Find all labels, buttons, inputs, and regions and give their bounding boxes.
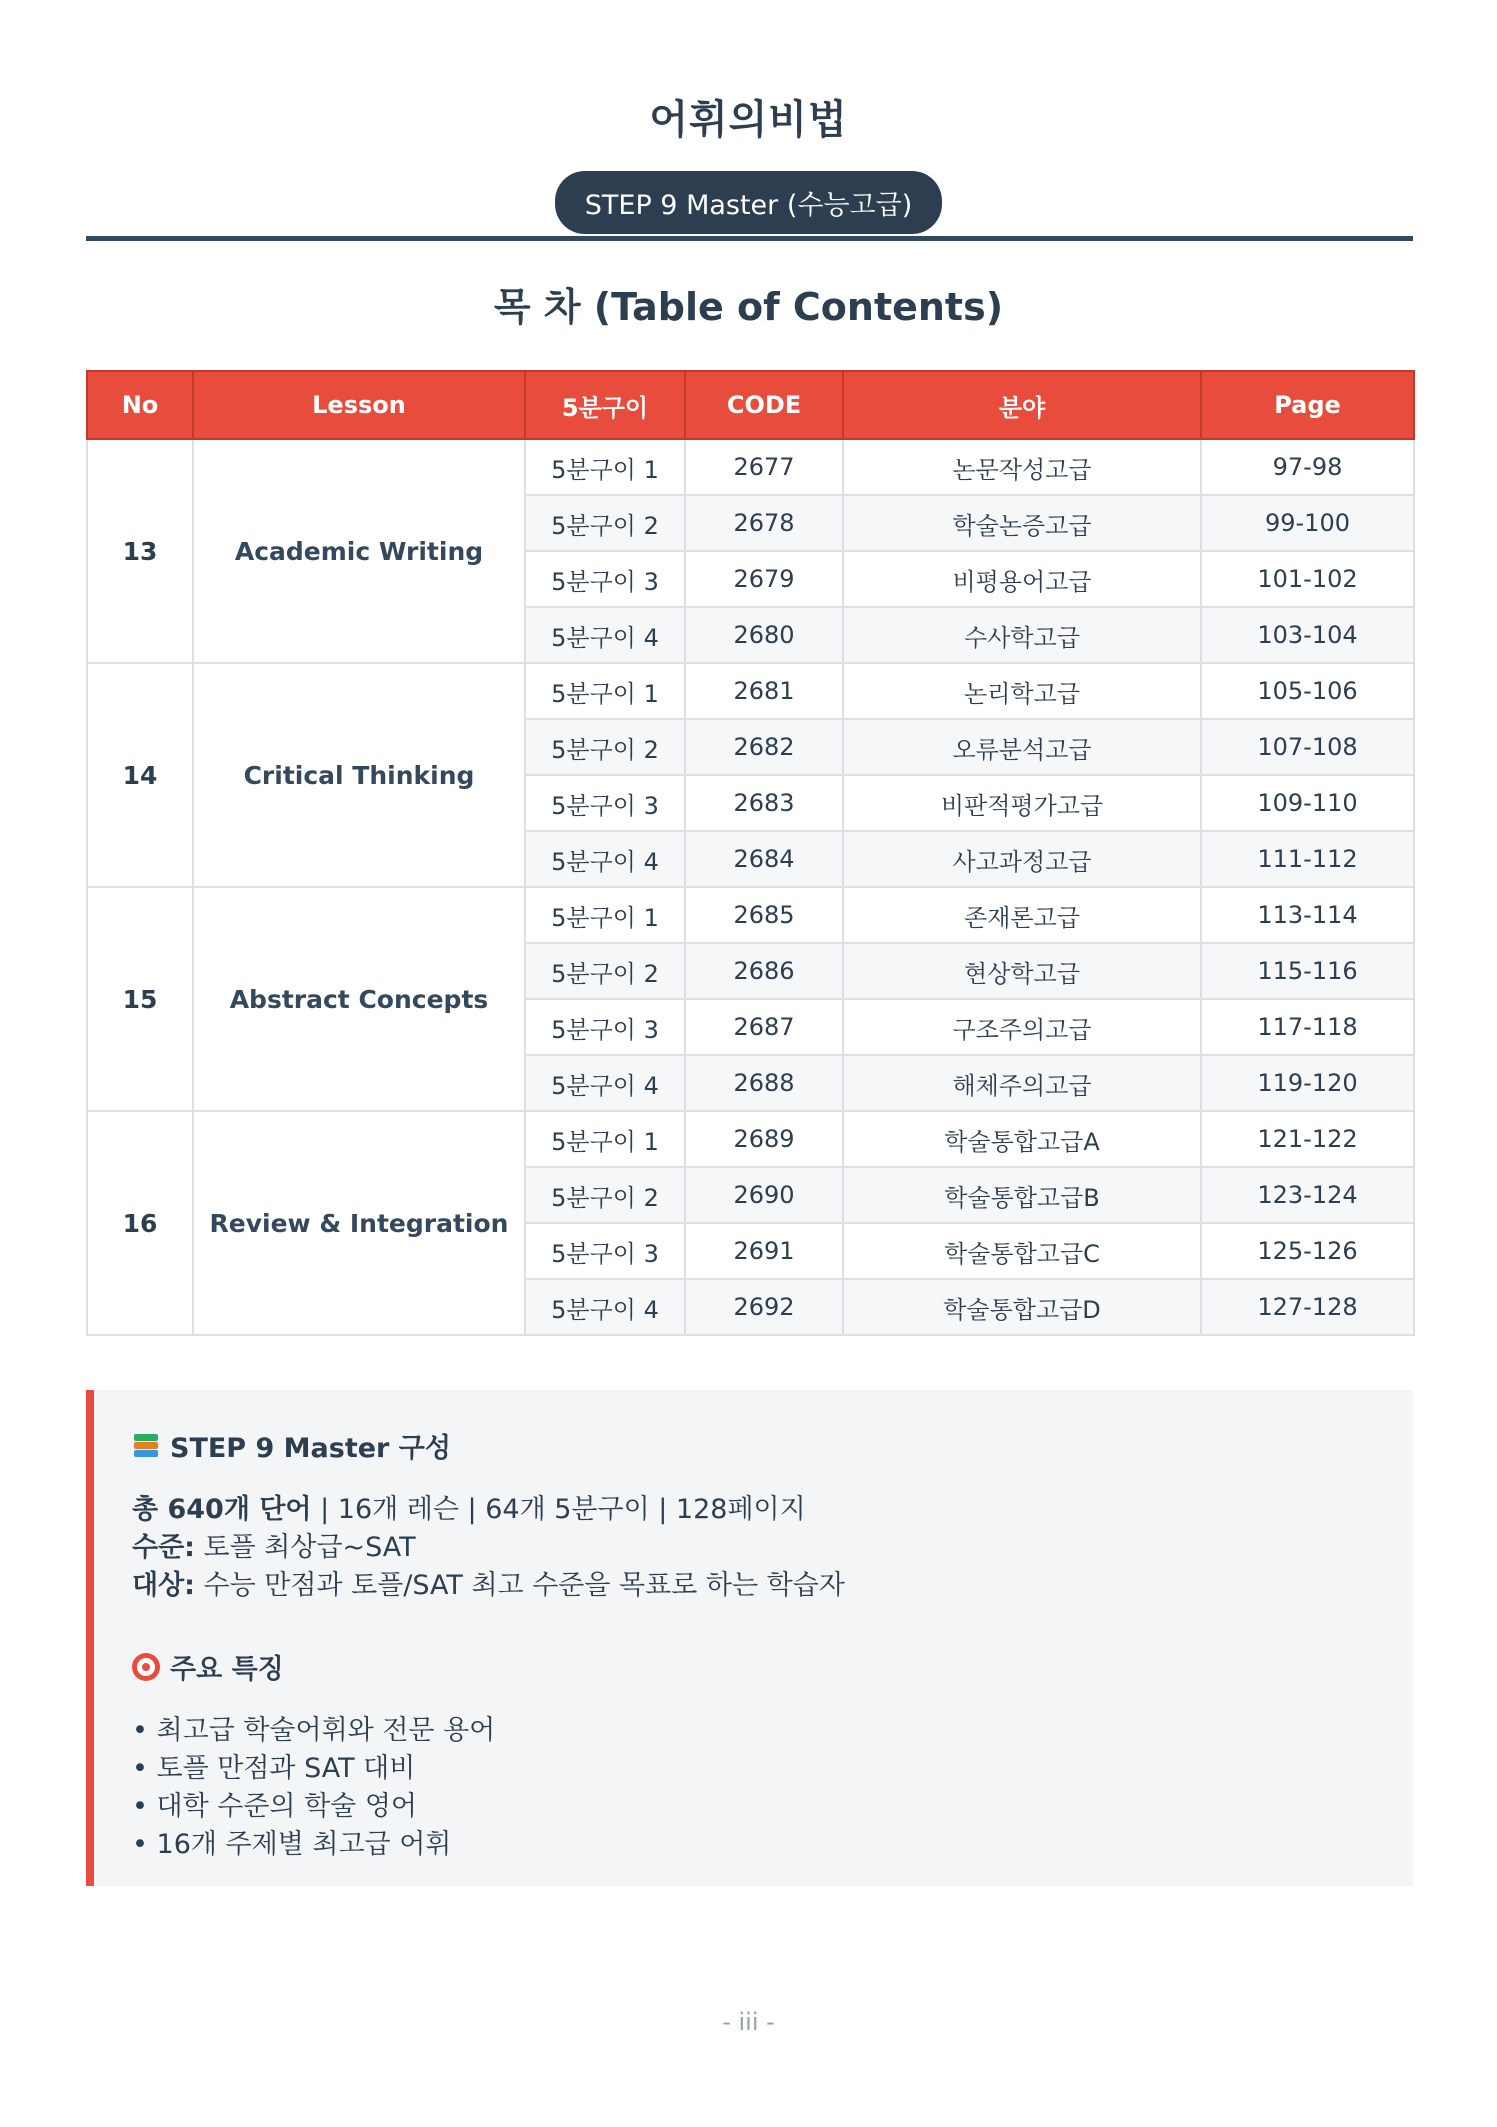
features-list — [132, 1712, 1413, 1864]
field-cell: 오류분석고급 — [843, 719, 1201, 775]
field-cell: 해체주의고급 — [843, 1055, 1201, 1111]
column-header-page: Page — [1201, 371, 1414, 439]
part-cell: 5분구이 4 — [525, 607, 685, 663]
page-cell: 97-98 — [1201, 439, 1414, 495]
summary-line — [132, 1491, 1413, 1529]
composition-title: STEP 9 Master 구성 — [170, 1433, 451, 1464]
features-title: 주요 특징 — [170, 1654, 284, 1685]
page-cell: 123-124 — [1201, 1167, 1414, 1223]
page-number: - iii - — [722, 2008, 775, 2036]
code-cell: 2683 — [685, 775, 843, 831]
table-header-row — [87, 371, 1414, 439]
code-cell: 2677 — [685, 439, 843, 495]
feature-item: • 최고급 학술어휘와 전문 용어 — [132, 1712, 1413, 1750]
column-header-field: 분야 — [843, 371, 1201, 439]
features-heading — [132, 1647, 1413, 1686]
part-cell: 5분구이 4 — [525, 1055, 685, 1111]
field-cell: 학술통합고급A — [843, 1111, 1201, 1167]
table-row — [87, 439, 1414, 495]
field-cell: 현상학고급 — [843, 943, 1201, 999]
feature-item: • 대학 수준의 학술 영어 — [132, 1788, 1413, 1826]
toc-table-body — [87, 439, 1414, 1335]
page-cell: 101-102 — [1201, 551, 1414, 607]
page-cell: 99-100 — [1201, 495, 1414, 551]
part-cell: 5분구이 2 — [525, 719, 685, 775]
code-cell: 2690 — [685, 1167, 843, 1223]
part-cell: 5분구이 1 — [525, 887, 685, 943]
page-cell: 115-116 — [1201, 943, 1414, 999]
code-cell: 2687 — [685, 999, 843, 1055]
lesson-number: 15 — [87, 887, 193, 1111]
field-cell: 사고과정고급 — [843, 831, 1201, 887]
column-header-code: CODE — [685, 371, 843, 439]
books-icon — [132, 1432, 160, 1460]
code-cell: 2684 — [685, 831, 843, 887]
summary-rest: | 16개 레슨 | 64개 5분구이 | 128페이지 — [311, 1494, 806, 1525]
page-cell: 107-108 — [1201, 719, 1414, 775]
part-cell: 5분구이 3 — [525, 1223, 685, 1279]
field-cell: 학술통합고급D — [843, 1279, 1201, 1335]
target-icon — [132, 1653, 160, 1681]
part-cell: 5분구이 2 — [525, 1167, 685, 1223]
code-cell: 2692 — [685, 1279, 843, 1335]
part-cell: 5분구이 3 — [525, 551, 685, 607]
header-divider — [86, 236, 1413, 241]
page-cell: 119-120 — [1201, 1055, 1414, 1111]
field-cell: 존재론고급 — [843, 887, 1201, 943]
level-value: 토플 최상급~SAT — [194, 1532, 416, 1563]
page-cell: 105-106 — [1201, 663, 1414, 719]
code-cell: 2691 — [685, 1223, 843, 1279]
book-title: 어휘의비법 — [649, 97, 848, 143]
field-cell: 논리학고급 — [843, 663, 1201, 719]
part-cell: 5분구이 1 — [525, 663, 685, 719]
page-header — [0, 88, 1497, 234]
part-cell: 5분구이 2 — [525, 495, 685, 551]
part-cell: 5분구이 3 — [525, 999, 685, 1055]
page-cell: 111-112 — [1201, 831, 1414, 887]
lesson-number: 13 — [87, 439, 193, 663]
lesson-name: Critical Thinking — [193, 663, 525, 887]
field-cell: 학술통합고급C — [843, 1223, 1201, 1279]
field-cell: 비판적평가고급 — [843, 775, 1201, 831]
part-cell: 5분구이 1 — [525, 439, 685, 495]
code-cell: 2680 — [685, 607, 843, 663]
code-cell: 2678 — [685, 495, 843, 551]
level-label: 수준: — [132, 1532, 195, 1563]
target-label: 대상: — [132, 1570, 195, 1601]
field-cell: 학술통합고급B — [843, 1167, 1201, 1223]
toc-table — [86, 370, 1415, 1336]
info-panel — [86, 1390, 1413, 1886]
page-cell: 109-110 — [1201, 775, 1414, 831]
code-cell: 2686 — [685, 943, 843, 999]
column-header-lesson: Lesson — [193, 371, 525, 439]
column-header-no: No — [87, 371, 193, 439]
step-badge: STEP 9 Master (수능고급) — [555, 171, 943, 234]
page-cell: 113-114 — [1201, 887, 1414, 943]
part-cell: 5분구이 2 — [525, 943, 685, 999]
code-cell: 2681 — [685, 663, 843, 719]
table-row — [87, 887, 1414, 943]
lesson-number: 16 — [87, 1111, 193, 1335]
field-cell: 구조주의고급 — [843, 999, 1201, 1055]
table-row — [87, 663, 1414, 719]
composition-heading — [132, 1426, 1413, 1465]
part-cell: 5분구이 4 — [525, 831, 685, 887]
code-cell: 2682 — [685, 719, 843, 775]
part-cell: 5분구이 1 — [525, 1111, 685, 1167]
level-line — [132, 1529, 1413, 1567]
field-cell: 논문작성고급 — [843, 439, 1201, 495]
code-cell: 2685 — [685, 887, 843, 943]
lesson-name: Abstract Concepts — [193, 887, 525, 1111]
code-cell: 2688 — [685, 1055, 843, 1111]
lesson-name: Academic Writing — [193, 439, 525, 663]
lesson-number: 14 — [87, 663, 193, 887]
field-cell: 학술논증고급 — [843, 495, 1201, 551]
feature-item: • 토플 만점과 SAT 대비 — [132, 1750, 1413, 1788]
page-cell: 121-122 — [1201, 1111, 1414, 1167]
code-cell: 2679 — [685, 551, 843, 607]
lesson-name: Review & Integration — [193, 1111, 525, 1335]
column-header-part: 5분구이 — [525, 371, 685, 439]
summary-bold: 총 640개 단어 — [132, 1494, 312, 1525]
page-cell: 127-128 — [1201, 1279, 1414, 1335]
page-cell: 125-126 — [1201, 1223, 1414, 1279]
field-cell: 비평용어고급 — [843, 551, 1201, 607]
table-row — [87, 1111, 1414, 1167]
page-cell: 117-118 — [1201, 999, 1414, 1055]
part-cell: 5분구이 4 — [525, 1279, 685, 1335]
part-cell: 5분구이 3 — [525, 775, 685, 831]
toc-title: 목 차 (Table of Contents) — [493, 285, 1004, 329]
feature-item: • 16개 주제별 최고급 어휘 — [132, 1826, 1413, 1864]
page-cell: 103-104 — [1201, 607, 1414, 663]
target-line — [132, 1567, 1413, 1605]
code-cell: 2689 — [685, 1111, 843, 1167]
field-cell: 수사학고급 — [843, 607, 1201, 663]
target-value: 수능 만점과 토플/SAT 최고 수준을 목표로 하는 학습자 — [194, 1570, 845, 1601]
